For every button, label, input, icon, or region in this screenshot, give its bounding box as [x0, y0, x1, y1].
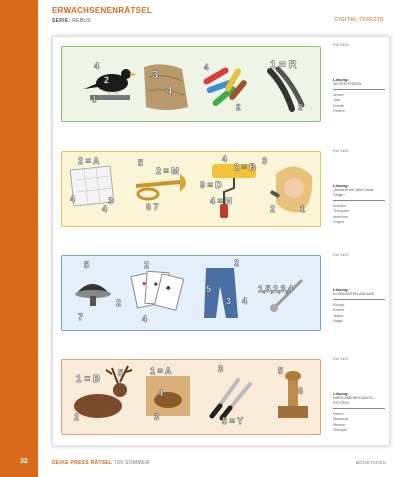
rebus-clue: 3	[218, 364, 224, 374]
paint-roller-icon	[212, 164, 256, 218]
rebus-clue: 5	[118, 368, 124, 378]
footer-issue: 769 SOMMER	[114, 460, 150, 466]
rebus-clue: 4	[158, 388, 164, 398]
rebus-clue: 6	[298, 386, 304, 396]
rebus-clue: 2	[234, 258, 240, 268]
puzzle-code: KW 2423	[333, 253, 349, 257]
puzzle-code: KW 2422	[333, 357, 349, 361]
rebus-clue: 5 = Y	[222, 416, 244, 426]
answer-words	[333, 204, 385, 225]
rebus-clue: 4 = N	[210, 196, 232, 206]
rebus-clue: 3	[262, 156, 268, 166]
rebus-clue: 2 = A	[78, 156, 100, 166]
footer-brand: DEIKE PRESS RÄTSEL	[52, 460, 113, 466]
answer-word: Hirsch	[333, 412, 344, 416]
rebus-clue: 4	[94, 61, 100, 71]
rebus-clue: 4	[70, 194, 76, 204]
mole-hill-icon	[146, 376, 190, 416]
rebus-puzzle-2	[61, 151, 321, 227]
page-footer	[52, 460, 149, 466]
page-number: 32	[20, 458, 28, 465]
rebus-clue: 1	[300, 204, 306, 214]
rebus-clue: 7	[78, 312, 84, 322]
rebus-clue: 4	[242, 296, 248, 306]
answer-word: Nagel	[333, 318, 343, 323]
singing-woman-icon	[270, 166, 313, 212]
playing-cards-icon	[131, 271, 184, 310]
answer-words	[333, 303, 385, 324]
rebus-clue: 5	[84, 260, 90, 270]
answer-word: Jeans	[333, 313, 344, 318]
svg-text:♠: ♠	[154, 281, 158, 288]
puzzle-card	[52, 36, 390, 446]
rebus-clue: 4	[222, 154, 228, 164]
rebus-images-1	[62, 47, 319, 120]
rebus-clue: 2	[116, 298, 122, 308]
series-line	[52, 18, 91, 24]
answer-word: singen	[333, 219, 345, 224]
series-value: REBUS	[72, 18, 91, 24]
solution-text: ZEITEN ENDEN	[333, 82, 385, 90]
solution-panel-4	[333, 357, 385, 455]
solution-label: Lösung:	[333, 391, 349, 396]
answer-word: Trompete	[333, 209, 350, 214]
stamp-icon	[278, 371, 308, 418]
solution-panel-1	[333, 43, 385, 141]
rebus-clue: 3	[108, 196, 114, 206]
rebus-clue: 3	[152, 69, 159, 81]
page-header	[52, 6, 392, 32]
solution-panel-2	[333, 149, 385, 247]
answer-word: Klingel	[333, 303, 345, 307]
rebus-clue: 1	[92, 95, 97, 104]
rebus-clue: 1,5,2,3,4	[258, 284, 294, 294]
digital-code: DIGITAL 769R22B	[334, 17, 384, 23]
solution-text: „Jemand mit 'Neid' nicht Dinge.“	[333, 188, 385, 201]
svg-text:♣: ♣	[166, 285, 171, 292]
rebus-clue: 2 = B	[234, 162, 256, 172]
rebus-clue: 2	[74, 412, 80, 422]
rebus-clue: 2	[236, 103, 241, 112]
rebus-clue: 2	[298, 103, 303, 112]
rebus-puzzle-3	[61, 255, 321, 331]
page-title: ERWACHSENENRÄTSEL	[52, 6, 153, 15]
solution-text: HIRSCHBEWEGUNGS-SYSTEM	[333, 396, 385, 409]
rebus-images-2	[62, 152, 319, 225]
rebus-clue: 4	[142, 314, 148, 324]
rebus-clue: 6 7	[146, 202, 159, 212]
solution-label: Lösung:	[333, 77, 349, 82]
rebus-clue: 2	[270, 204, 276, 214]
rebus-clue: 3	[226, 296, 232, 306]
rebus-clue: 2	[144, 260, 150, 270]
answer-word: streichen	[333, 214, 349, 219]
rebus-clue: 9 = D	[200, 180, 222, 190]
rebus-clue: 2	[104, 75, 110, 85]
answer-word: Stempel	[333, 427, 347, 432]
answer-word: Amsel	[333, 93, 344, 97]
bicycle-bell-icon	[75, 284, 111, 306]
answer-word: Maulwurf	[333, 417, 349, 422]
rebus-clue: 3	[154, 412, 160, 422]
rebus-clue: 2 = M	[156, 166, 179, 176]
answer-word: Karten	[333, 308, 345, 313]
side-color-bar	[0, 0, 38, 477]
rebus-puzzle-4	[61, 359, 321, 435]
solution-label: Lösung:	[333, 287, 349, 292]
answer-word: Jute	[333, 98, 341, 103]
knives-icon	[212, 380, 250, 418]
rebus-clue: 1 = B	[76, 374, 101, 385]
rebus-clue: 1 = R	[270, 59, 297, 71]
series-label: SERIE:	[52, 18, 71, 24]
rebus-clue: 5	[206, 284, 212, 294]
answer-words	[333, 93, 385, 114]
puzzle-code: KW 2425	[333, 43, 349, 47]
solution-text: KLEBKANTEN ANLAGE	[333, 292, 385, 300]
rebus-clue: 5	[138, 158, 144, 168]
solution-label: Lösung:	[333, 183, 349, 188]
trumpet-icon	[136, 174, 186, 199]
rebus-puzzle-1	[61, 46, 321, 122]
rebus-clue: 5	[278, 366, 284, 376]
answer-word: Kreide	[333, 103, 344, 108]
svg-text:♥: ♥	[142, 281, 147, 288]
answer-word: Messer	[333, 422, 346, 427]
solution-panel-3	[333, 253, 385, 351]
answer-words	[333, 412, 385, 433]
rebus-clue: 4	[102, 204, 108, 214]
chalk-icon	[202, 66, 248, 107]
footer-right-label: BOOKTAKES	[355, 460, 386, 465]
answer-word: Sudoku	[333, 204, 346, 208]
rebus-clue: 4	[204, 63, 209, 72]
rebus-clue: 1 = A	[150, 366, 172, 376]
puzzle-code: KW 2426	[333, 149, 349, 153]
rebus-clue: 4	[166, 85, 173, 97]
answer-word: Federn	[333, 108, 346, 113]
